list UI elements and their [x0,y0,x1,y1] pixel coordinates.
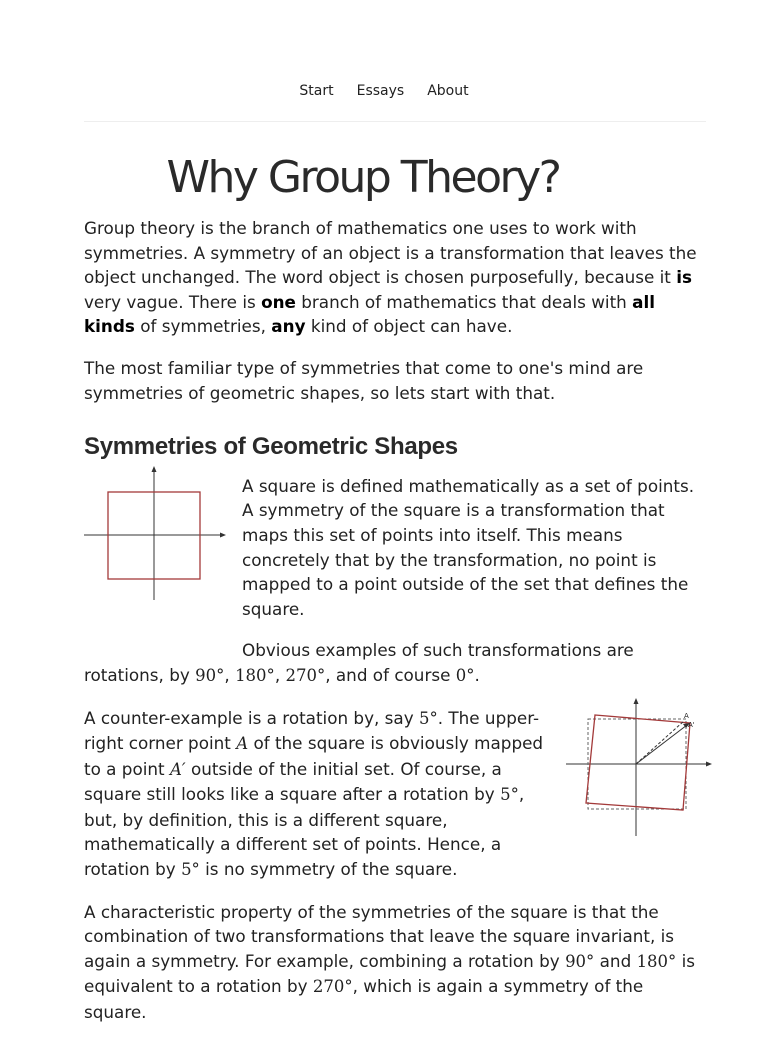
math-5: 5° [418,708,438,728]
text-run: very vague. There is [84,291,262,312]
text-run: , but, by definition, this is a different square, mathematically a different set of points. Hence, a rotation by [84,784,525,880]
emphasis-any: any [271,316,306,337]
section-paragraph-2 [84,638,706,688]
text-run: , which is again a symmetry of the square. [84,976,644,1023]
text-run: , [224,664,236,685]
math-90: 90° [565,951,595,971]
page-title: Why Group Theory? [166,152,560,203]
point-a-prime-label: A' [688,720,695,729]
text-run: , [274,664,286,685]
emphasis-all-kinds: all kinds [84,291,655,337]
math-5: 5° [500,785,519,805]
text-run: and [594,950,637,971]
square-diagram-icon [84,464,226,600]
rotated-square-diagram-icon [566,696,712,838]
text-run: Obvious examples of such transformations are rotations, by [84,640,634,685]
math-270: 270° [285,665,326,685]
section-paragraph-1: A square is defined mathematically as a set of points. A symmetry of the square is a transformation that maps this set of points into itself. This means concretely that by the transformation, no point is mapped to a point outside of the set that defines the square. [242,475,695,619]
nav-essays-link[interactable]: Essays [356,83,405,99]
text-run: A characteristic property of the symmetries of the square is that the combination of two transformations that leave the square invariant, is again a symmetry. For example, combining a rotation by [84,901,675,971]
math-180: 180° [636,951,677,971]
text-run: . [474,664,480,685]
text-run: A counter-example is a rotation by, say [84,707,419,728]
text-run: is no symmetry of the square. [199,859,458,880]
header-divider [84,121,706,122]
math-point-a-prime: A′ [169,759,186,779]
nav-start-link[interactable]: Start [299,83,334,99]
text-run: of the square is obviously mapped to a point [84,733,544,779]
text-run: is equivalent to a rotation by [84,950,696,997]
point-a-label: A [684,711,689,720]
math-0: 0° [455,665,475,685]
text-run: of symmetries, [134,316,272,337]
text-run: outside of the initial set. Of course, a square still looks like a square after a rotation by [84,758,502,805]
text-run: kind of object can have. [305,316,513,337]
section-heading: Symmetries of Geometric Shapes [84,433,458,461]
rotated-square-figure [566,696,712,838]
intro-paragraph-1 [84,216,706,339]
math-270: 270° [312,977,353,997]
math-90: 90° [195,665,225,685]
nav-about-link[interactable]: About [427,83,469,99]
section-paragraph-4 [84,900,706,1025]
math-180: 180° [235,665,275,685]
text-run: , and of course [325,664,456,685]
math-point-a: A [236,734,249,754]
emphasis-one: one [261,291,296,312]
text-run: branch of mathematics that deals with [295,291,633,312]
top-nav [0,83,768,99]
article-body [84,216,706,1042]
intro-paragraph-2: The most familiar type of symmetries that come to one's mind are symmetries of geometric shapes, so lets start with that. [84,357,644,403]
text-run: Group theory is the branch of mathematics one uses to work with symmetries. A symmetry of an object is a transformation that leaves the object unchanged. The word object is chosen purposefully, because it [84,218,697,288]
square-figure [84,464,226,600]
text-run: . The upper-right corner point [84,707,540,754]
emphasis-is: is [676,267,692,288]
math-5: 5° [181,860,200,880]
